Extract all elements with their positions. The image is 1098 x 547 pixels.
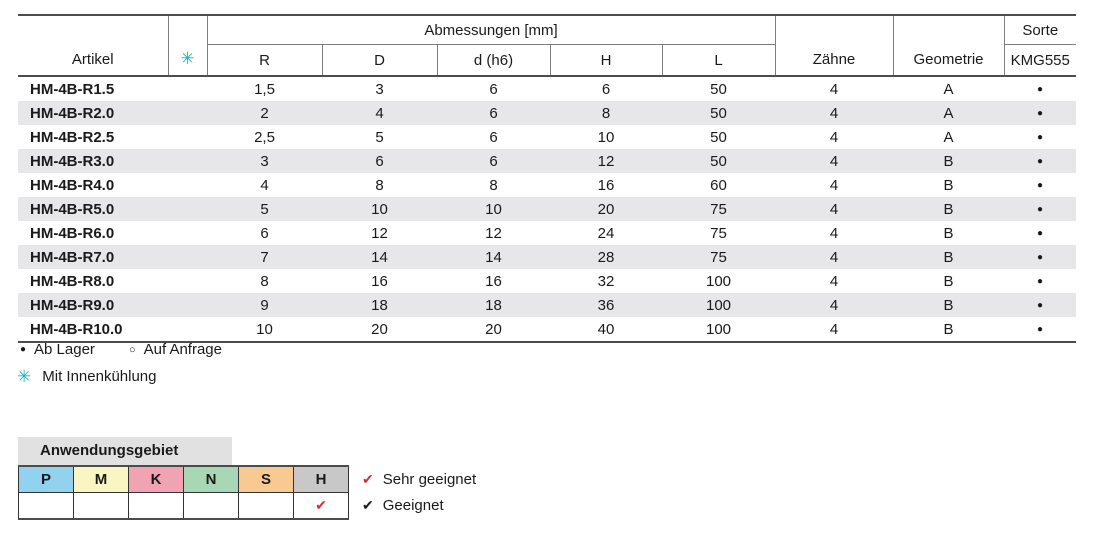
app-check-cell	[19, 493, 74, 520]
value-cell: 14	[371, 248, 388, 266]
value-cell: 10	[371, 200, 388, 218]
value-cell: 18	[485, 296, 502, 314]
legend-label: Geeignet	[382, 496, 444, 514]
availability-dot: ●	[1036, 203, 1044, 215]
availability-dot: ●	[1036, 155, 1044, 167]
value-cell: 8	[375, 176, 384, 194]
value-cell: B	[943, 152, 954, 170]
artikel-cell: HM-4B-R8.0	[30, 272, 115, 290]
value-cell: 4	[829, 248, 839, 266]
catalog-table-body	[18, 76, 1076, 342]
app-col-header: K	[129, 466, 184, 493]
app-check-cell: ✔	[294, 493, 349, 520]
value-cell: 100	[705, 272, 732, 290]
legend-line-sehr-geeignet	[362, 466, 476, 492]
value-cell: B	[943, 200, 954, 218]
cooling-cell	[168, 149, 207, 173]
value-cell: 6	[375, 152, 384, 170]
col-header-artikel: Artikel	[18, 15, 168, 76]
availability-dot: ●	[1036, 275, 1044, 287]
cooling-cell	[168, 125, 207, 149]
value-cell: 2	[260, 104, 269, 122]
on-request-label: Auf Anfrage	[143, 341, 222, 358]
value-cell: 20	[371, 320, 388, 338]
artikel-cell: HM-4B-R10.0	[30, 320, 123, 338]
value-cell: 4	[260, 176, 269, 194]
value-cell: 24	[597, 224, 615, 242]
value-cell: 4	[829, 272, 839, 290]
value-cell: 4	[375, 104, 384, 122]
value-cell: 28	[597, 248, 615, 266]
value-cell: 10	[485, 200, 502, 218]
catalog-table-wrap	[18, 14, 1076, 343]
value-cell: 40	[597, 320, 615, 338]
value-cell: 8	[601, 104, 611, 122]
artikel-cell: HM-4B-R6.0	[30, 224, 115, 242]
value-cell: 60	[710, 176, 727, 194]
table-row	[18, 293, 1076, 317]
value-cell: 12	[485, 224, 502, 242]
app-col-header: N	[184, 466, 239, 493]
value-cell: 75	[710, 224, 727, 242]
value-cell: 20	[597, 200, 615, 218]
col-header-kmg555: KMG555	[1004, 45, 1076, 77]
value-cell: 100	[705, 320, 732, 338]
value-cell: B	[943, 176, 954, 194]
value-cell: 4	[829, 152, 839, 170]
application-title: Anwendungsgebiet	[18, 437, 232, 465]
value-cell: 16	[597, 176, 615, 194]
suitability-legend	[362, 466, 476, 518]
value-cell: 50	[710, 152, 727, 170]
value-cell: 6	[489, 128, 498, 146]
value-cell: B	[943, 248, 954, 266]
value-cell: 18	[371, 296, 388, 314]
value-cell: 4	[829, 224, 839, 242]
artikel-cell: HM-4B-R3.0	[30, 152, 115, 170]
value-cell: 75	[710, 200, 727, 218]
cooling-legend-label: Mit Innenkühlung	[42, 368, 157, 385]
table-row	[18, 269, 1076, 293]
col-header-sorte: Sorte	[1004, 15, 1076, 45]
availability-dot: ●	[1036, 299, 1044, 311]
cooling-cell	[168, 245, 207, 269]
cooling-cell	[168, 269, 207, 293]
value-cell: 6	[489, 80, 498, 98]
availability-dot: ●	[1036, 251, 1044, 263]
table-row	[18, 149, 1076, 173]
value-cell: A	[943, 104, 954, 122]
col-group-header-dimensions: Abmessungen [mm]	[207, 15, 775, 45]
value-cell: 20	[485, 320, 502, 338]
value-cell: 12	[597, 152, 615, 170]
value-cell: 16	[485, 272, 502, 290]
value-cell: 2,5	[254, 128, 275, 146]
app-col-header: H	[294, 466, 349, 493]
cooling-legend	[17, 366, 157, 387]
artikel-cell: HM-4B-R2.0	[30, 104, 115, 122]
value-cell: 6	[489, 104, 498, 122]
in-stock-label: Ab Lager	[34, 341, 95, 358]
value-cell: 5	[375, 128, 384, 146]
col-header-d: D	[322, 45, 437, 77]
value-cell: 4	[829, 104, 839, 122]
artikel-cell: HM-4B-R4.0	[30, 176, 115, 194]
cooling-cell	[168, 173, 207, 197]
cooling-icon: ✳	[180, 49, 195, 68]
value-cell: B	[943, 272, 954, 290]
table-row	[18, 221, 1076, 245]
availability-dot: ●	[1036, 83, 1044, 95]
value-cell: A	[943, 128, 954, 146]
value-cell: 3	[260, 152, 269, 170]
artikel-cell: HM-4B-R9.0	[30, 296, 115, 314]
value-cell: 9	[260, 296, 269, 314]
legend-label: Sehr geeignet	[382, 470, 477, 488]
value-cell: 32	[597, 272, 615, 290]
table-row	[18, 197, 1076, 221]
artikel-cell: HM-4B-R1.5	[30, 80, 115, 98]
value-cell: 8	[489, 176, 498, 194]
value-cell: 4	[829, 320, 839, 338]
cooling-cell	[168, 221, 207, 245]
stock-legend	[20, 340, 222, 360]
table-row	[18, 317, 1076, 342]
artikel-cell: HM-4B-R2.5	[30, 128, 115, 146]
app-check-cell	[184, 493, 239, 520]
value-cell: 14	[485, 248, 502, 266]
availability-dot: ●	[1036, 227, 1044, 239]
value-cell: B	[943, 320, 954, 338]
cooling-cell	[168, 317, 207, 342]
col-header-dh6: d (h6)	[437, 45, 550, 77]
table-row	[18, 173, 1076, 197]
value-cell: B	[943, 224, 954, 242]
catalog-table	[18, 14, 1076, 343]
cooling-legend-icon: ✳	[17, 367, 32, 386]
value-cell: 4	[829, 128, 839, 146]
value-cell: 3	[375, 80, 384, 98]
value-cell: 1,5	[254, 80, 275, 98]
availability-dot: ●	[1036, 107, 1044, 119]
value-cell: 4	[829, 200, 839, 218]
value-cell: 6	[489, 152, 498, 170]
table-row	[18, 245, 1076, 269]
cooling-cell	[168, 197, 207, 221]
value-cell: 4	[829, 80, 839, 98]
legend-line-geeignet	[362, 492, 476, 518]
application-table	[18, 465, 349, 520]
value-cell: 50	[710, 80, 727, 98]
value-cell: 6	[260, 224, 269, 242]
value-cell: 50	[710, 128, 727, 146]
value-cell: 36	[597, 296, 615, 314]
app-col-header: M	[74, 466, 129, 493]
legend-check-icon: ✔	[362, 496, 374, 513]
availability-dot: ●	[1036, 323, 1044, 335]
application-section	[18, 437, 349, 520]
value-cell: 50	[710, 104, 727, 122]
legend-check-icon: ✔	[362, 470, 374, 487]
value-cell: 7	[260, 248, 269, 266]
col-header-geometrie: Geometrie	[893, 15, 1004, 76]
table-row	[18, 125, 1076, 149]
value-cell: 10	[597, 128, 615, 146]
value-cell: 4	[829, 176, 839, 194]
value-cell: 10	[256, 320, 273, 338]
artikel-cell: HM-4B-R7.0	[30, 248, 115, 266]
artikel-cell: HM-4B-R5.0	[30, 200, 115, 218]
value-cell: A	[943, 80, 954, 98]
value-cell: B	[943, 296, 954, 314]
app-col-header: S	[239, 466, 294, 493]
col-header-zaehne: Zähne	[775, 15, 893, 76]
in-stock-dot-icon: ●	[20, 344, 27, 355]
availability-dot: ●	[1036, 131, 1044, 143]
table-row	[18, 76, 1076, 101]
col-header-h: H	[550, 45, 662, 77]
cooling-cell	[168, 101, 207, 125]
availability-dot: ●	[1036, 179, 1044, 191]
value-cell: 8	[260, 272, 269, 290]
cooling-cell	[168, 293, 207, 317]
value-cell: 100	[705, 296, 732, 314]
value-cell: 6	[601, 80, 611, 98]
table-row	[18, 101, 1076, 125]
app-check-cell	[239, 493, 294, 520]
app-check-cell	[74, 493, 129, 520]
value-cell: 12	[371, 224, 388, 242]
app-check-cell	[129, 493, 184, 520]
on-request-circle-icon: ○	[128, 344, 136, 356]
value-cell: 16	[371, 272, 388, 290]
col-header-r: R	[207, 45, 322, 77]
value-cell: 4	[829, 296, 839, 314]
col-header-l: L	[662, 45, 775, 77]
app-col-header: P	[19, 466, 74, 493]
value-cell: 75	[710, 248, 727, 266]
cooling-cell	[168, 76, 207, 101]
col-header-cooling	[168, 15, 207, 76]
value-cell: 5	[260, 200, 269, 218]
